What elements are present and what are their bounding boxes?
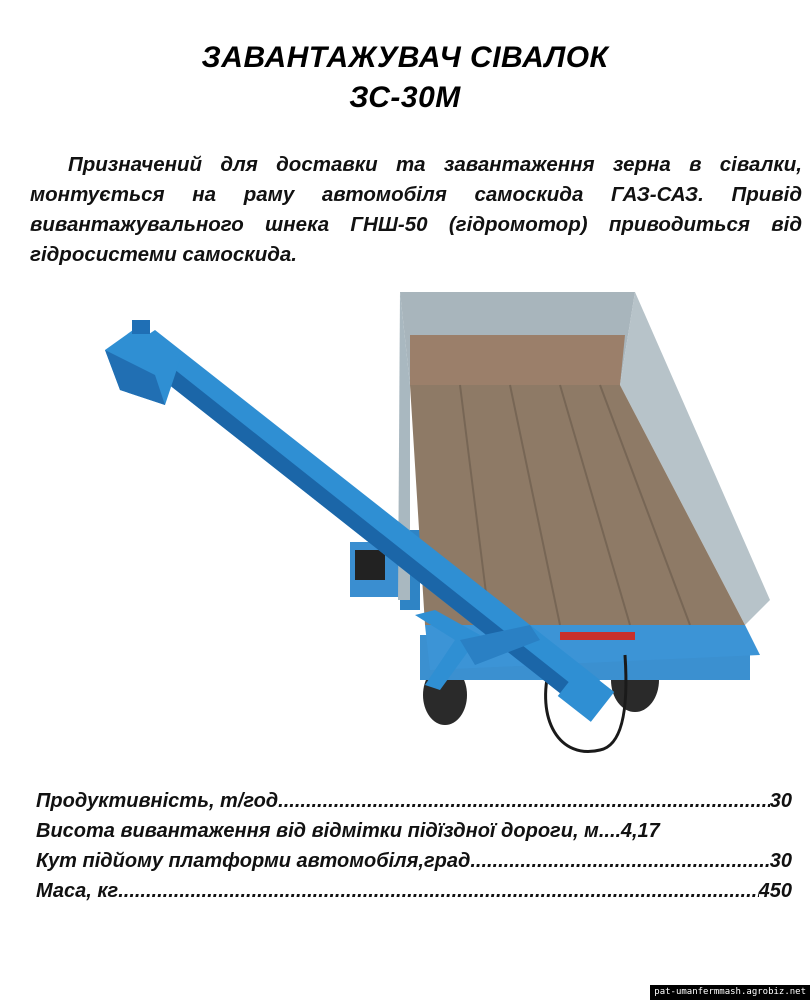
spec-value: 450	[758, 880, 792, 902]
dot-leader	[599, 820, 621, 843]
spec-value: 4,17	[620, 820, 660, 842]
spec-row-lift-angle	[36, 850, 792, 880]
specs-list	[36, 790, 792, 910]
dot-leader	[470, 850, 769, 873]
spec-row-productivity	[36, 790, 792, 820]
spec-label: Продуктивність, т/год	[36, 790, 279, 812]
spec-row-unload-height	[36, 820, 792, 850]
spec-value: 30	[769, 790, 792, 812]
side-box-window	[355, 550, 385, 580]
title-line-1: ЗАВАНТАЖУВАЧ СІВАЛОК	[201, 41, 609, 74]
dot-leader	[278, 790, 770, 813]
spec-label: Кут підйому платформи автомобіля,град	[36, 850, 471, 872]
watermark: pat-umanfermmash.agrobiz.net	[650, 985, 810, 1000]
title-line-2: ЗС-30М	[349, 81, 461, 114]
description-paragraph: Призначений для доставки та завантаження зерна в сівалки, монтується на раму автомобіля самоскида ГАЗ-САЗ. Привід вивантажувального шнека ГНШ-50 (гідромотор) приводиться від гідросистеми самоскида.	[30, 153, 802, 266]
hydraulic-cylinder	[560, 632, 635, 640]
dot-leader	[118, 880, 758, 903]
spec-row-mass	[36, 880, 792, 910]
product-photo	[80, 280, 780, 780]
auger-head-cap	[132, 320, 150, 334]
body-front-wall-rust	[410, 335, 625, 385]
spec-value: 30	[769, 850, 792, 872]
spec-label: Висота вивантаження від відмітки підїздної дороги, м	[36, 820, 599, 842]
spec-label: Маса, кг	[36, 880, 119, 902]
